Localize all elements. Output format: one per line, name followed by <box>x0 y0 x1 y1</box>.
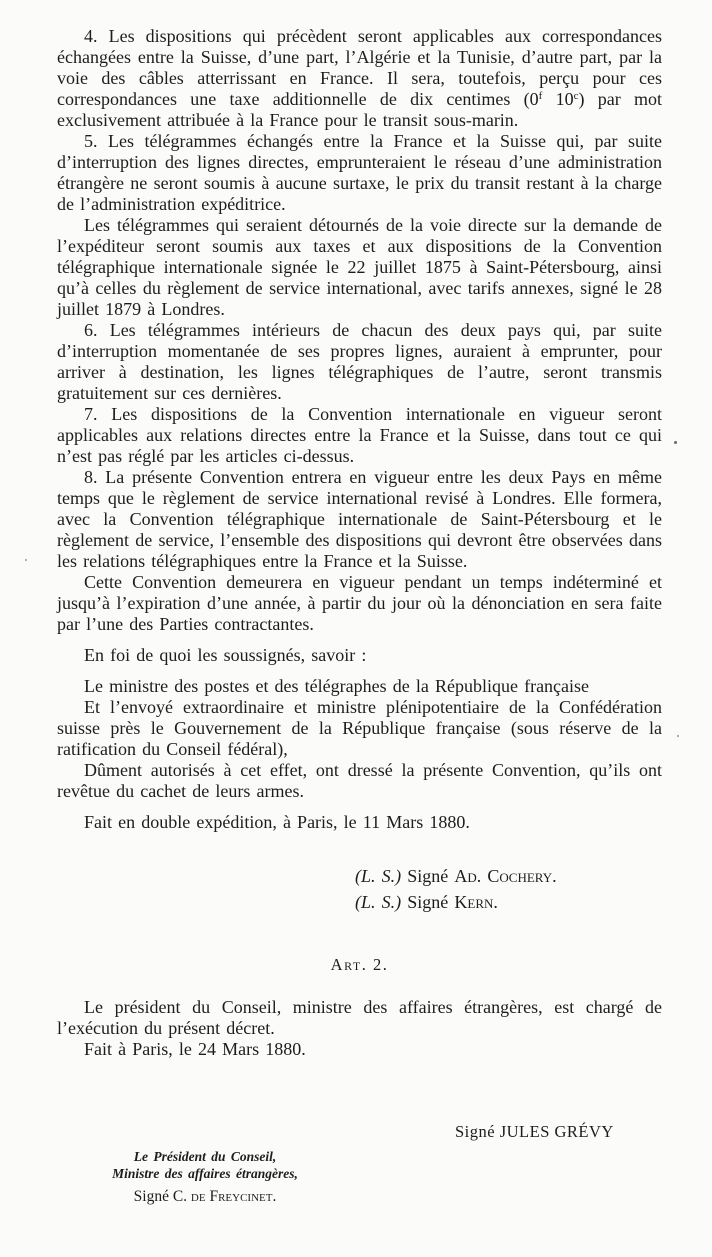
seal-ls-kern: (L. S.) <box>355 892 402 912</box>
closing-ministre-postes: Le ministre des postes et des télégraphes de la République française <box>84 676 590 696</box>
signature-label-cochery: Signé <box>401 866 455 886</box>
paragraph-article-5: 5. Les télégrammes échangés entre la France et la Suisse qui, par suite d’interruption des lignes directes, emprunteraient le réseau d’une administration étrangère ne seront soumis à aucune surtaxe, le prix du transit restant à la charge de l’administration expéditrice. <box>57 131 662 214</box>
closing-fait-paris-11-mars: Fait en double expédition, à Paris, le 11 Mars 1880. <box>84 812 470 832</box>
closing-dument-autorises: Dûment autorisés à cet effet, ont dressé la présente Convention, qu’ils ont revêtue du cachet de leurs armes. <box>57 760 662 801</box>
scan-artifact-dot <box>25 559 27 561</box>
signature-jules-grevy: Signé JULES GRÉVY <box>455 1122 614 1141</box>
scan-artifact-dot <box>674 441 677 444</box>
paragraph-article-7: 7. Les dispositions de la Convention internationale en vigueur seront applicables aux relations directes entre la France et la Suisse, dans tout ce qui n’est pas réglé par les articles ci-dessus. <box>57 404 662 466</box>
article-4-text-end: ) par mot exclusivement attribuée à la France pour le transit sous-marin. <box>57 89 662 130</box>
article-4-text-mid: 10 <box>542 89 574 109</box>
paragraph-article-4 <box>57 26 662 131</box>
paragraph-article-5-continuation: Les télégrammes qui seraient détournés de la voie directe sur la demande de l’expéditeur seront soumis aux taxes et aux dispositions de la Convention télégraphique internationale signée le 22 juillet 1875 à Saint-Pétersbourg, ainsi qu’à celles du règlement de service international, avec tarifs annexes, signé le 28 juillet 1879 à Londres. <box>57 215 662 319</box>
signature-label-kern: Signé <box>401 892 455 912</box>
signature-name-cochery: Ad. Cochery. <box>454 866 557 886</box>
article-4-text-start: 4. Les dispositions qui précèdent seront applicables aux correspondances échangées entre la Suisse, d’une part, l’Algérie et la Tunisie, d’autre part, par la voie des câbles atterrissant en France. Il sera, toutefois, perçu pour ces correspondances une taxe additionnelle de dix centimes (0 <box>57 26 662 109</box>
centime-superscript: c <box>573 90 579 102</box>
franc-superscript: f <box>538 90 543 102</box>
article-2-fait-paris-24-mars: Fait à Paris, le 24 Mars 1880. <box>84 1039 306 1059</box>
officiant-title-block <box>100 1148 310 1182</box>
signature-kern <box>355 889 662 915</box>
signature-label-freycinet: Signé <box>133 1188 173 1205</box>
closing-envoye-extraordinaire: Et l’envoyé extraordinaire et ministre plénipotentiaire de la Confédération suisse près le Gouvernement de la République française (sous réserve de la ratification du Conseil fédéral), <box>57 697 662 759</box>
paragraph-article-8: 8. La présente Convention entrera en vigueur entre les deux Pays en même temps que le règlement de service international revisé à Londres. Elle formera, avec la Convention télégraphique internationale de Saint-Pétersbourg et le règlement de service, l’ensemble des dispositions qui devront être observées dans les relations télégraphiques entre la France et la Suisse. <box>57 467 662 571</box>
signature-cochery <box>355 863 662 889</box>
signature-name-freycinet: C. de Freycinet. <box>172 1188 277 1205</box>
officiant-title-line-1: Le Président du Conseil, <box>133 1149 277 1164</box>
scan-artifact-dot <box>677 735 679 737</box>
signature-block <box>355 863 662 915</box>
signature-freycinet <box>100 1188 310 1206</box>
paragraph-article-8-duration: Cette Convention demeurera en vigueur pendant un temps indéterminé et jusqu’à l’expiration d’une année, à partir du jour où la dénonciation en sera faite par l’une des Parties contractantes. <box>57 572 662 634</box>
closing-en-foi: En foi de quoi les soussignés, savoir : <box>84 645 367 665</box>
signature-name-kern: Kern. <box>454 892 498 912</box>
article-2-body: Le président du Conseil, ministre des affaires étrangères, est chargé de l’exécution du présent décret. <box>57 997 662 1038</box>
officiant-title-line-2: Ministre des affaires étrangères, <box>112 1166 298 1181</box>
paragraph-article-6: 6. Les télégrammes intérieurs de chacun des deux pays qui, par suite d’interruption momentanée de ses propres lignes, auraient à emprunter, pour arriver à destination, les lignes télégraphiques de l’autre, seront transmis gratuitement sur ces dernières. <box>57 320 662 403</box>
seal-ls-cochery: (L. S.) <box>355 866 402 886</box>
article-2-heading: Art. 2. <box>330 955 389 974</box>
